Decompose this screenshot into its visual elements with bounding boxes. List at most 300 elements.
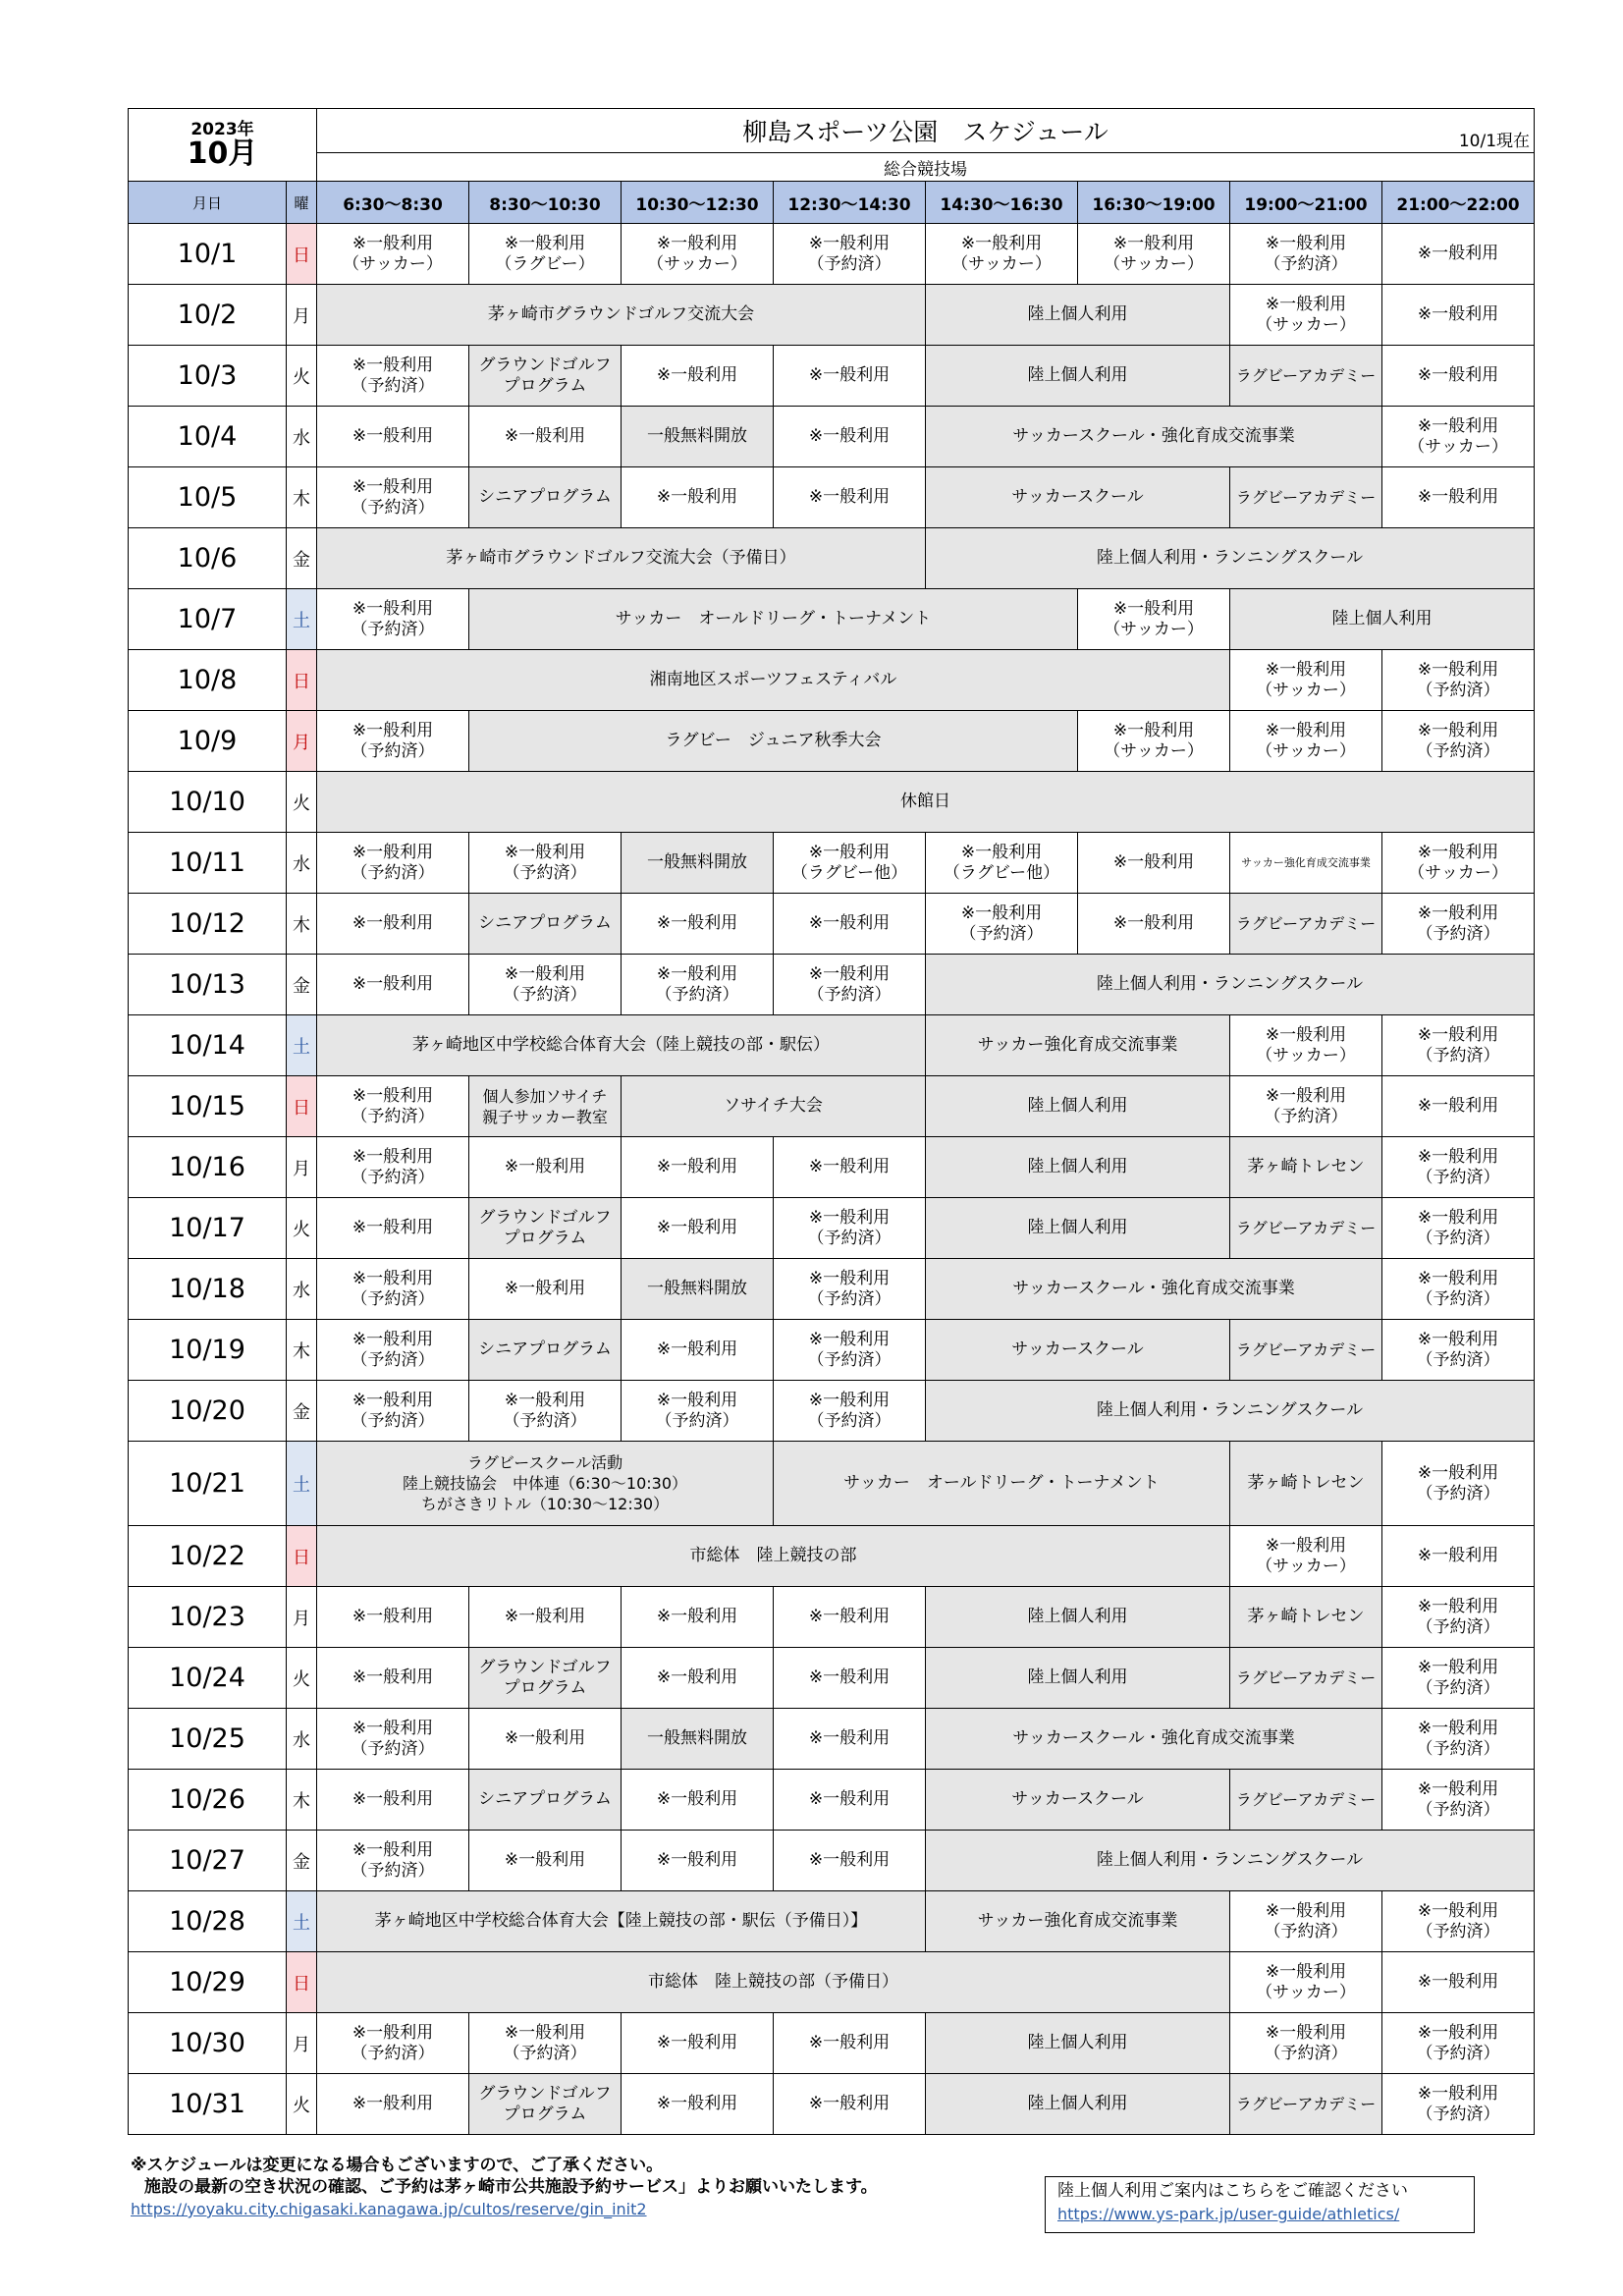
schedule-cell [469, 2013, 622, 2074]
schedule-cell-text: ※一般利用 [1112, 233, 1195, 253]
date-cell: 10/26 [129, 1770, 287, 1831]
weekday-cell: 月 [287, 1587, 317, 1648]
schedule-cell-text: ※一般利用 [352, 2022, 434, 2043]
schedule-cell-text: グラウンドゴルフ [478, 2083, 612, 2104]
schedule-cell [622, 1587, 774, 1648]
schedule-cell [469, 1648, 622, 1709]
schedule-cell-text: ※一般利用 [1417, 720, 1499, 740]
schedule-cell-text: ※一般利用 [1417, 415, 1499, 436]
schedule-cell [1230, 650, 1382, 711]
schedule-cell-text: ※一般利用 [656, 913, 738, 933]
weekday-cell: 土 [287, 1442, 317, 1526]
schedule-cell-text: ラグビーアカデミー [1235, 2095, 1377, 2113]
schedule-cell-text: 陸上個人利用 [1027, 1607, 1128, 1626]
schedule-cell-text: （サッカー） [1256, 740, 1356, 761]
column-header-slot: 12:30～14:30 [774, 182, 926, 224]
schedule-cell-text: （予約済） [351, 619, 435, 639]
weekday-cell: 月 [287, 1137, 317, 1198]
schedule-cell-text: ※一般利用 [352, 1085, 434, 1106]
weekday-cell: 月 [287, 285, 317, 346]
schedule-cell [622, 894, 774, 955]
schedule-cell [469, 1770, 622, 1831]
schedule-cell [774, 955, 926, 1015]
schedule-cell-text: ※一般利用 [352, 1789, 434, 1809]
schedule-cell [469, 2074, 622, 2135]
schedule-cell [317, 1770, 469, 1831]
date-cell: 10/5 [129, 467, 287, 528]
schedule-cell [774, 1381, 926, 1442]
schedule-table [128, 108, 1535, 2135]
schedule-cell-text: （予約済） [1416, 1616, 1500, 1637]
date-cell: 10/24 [129, 1648, 287, 1709]
schedule-cell-text: （予約済） [1264, 2043, 1348, 2063]
schedule-cell-text: 陸上個人利用・ランニングスクール [1096, 974, 1364, 994]
day-row [129, 2074, 1535, 2135]
schedule-cell-text: サッカースクール [1011, 1789, 1144, 1809]
column-header-slot: 21:00～22:00 [1382, 182, 1535, 224]
schedule-cell-text: （サッカー） [1104, 619, 1204, 639]
date-cell: 10/16 [129, 1137, 287, 1198]
schedule-cell-text: 陸上競技協会 中体連（6:30～10:30） [402, 1474, 688, 1493]
schedule-cell-text: 一般無料開放 [647, 852, 747, 872]
schedule-cell-text: （予約済） [351, 1349, 435, 1370]
schedule-cell-text: ※一般利用 [352, 1839, 434, 1860]
date-cell: 10/11 [129, 833, 287, 894]
schedule-cell-text: （予約済） [503, 2043, 587, 2063]
schedule-cell-text: （予約済） [1264, 253, 1348, 274]
schedule-cell [469, 894, 622, 955]
schedule-cell-text: ※一般利用 [1265, 1961, 1347, 1982]
schedule-cell [1382, 467, 1535, 528]
schedule-cell [317, 894, 469, 955]
schedule-cell [1230, 1015, 1382, 1076]
date-cell: 10/25 [129, 1709, 287, 1770]
day-row [129, 1320, 1535, 1381]
schedule-cell [926, 407, 1382, 467]
day-row [129, 589, 1535, 650]
schedule-cell-text: ※一般利用 [1417, 487, 1499, 507]
schedule-cell-text: （予約済） [1264, 1921, 1348, 1941]
schedule-cell-text: サッカースクール [1011, 487, 1144, 507]
schedule-cell [317, 2074, 469, 2135]
schedule-cell-text: 陸上個人利用 [1027, 2033, 1128, 2052]
schedule-cell [1382, 1320, 1535, 1381]
schedule-cell [774, 467, 926, 528]
page-title: 柳島スポーツ公園 スケジュール [742, 118, 1109, 146]
schedule-cell [1382, 711, 1535, 772]
schedule-cell-text: （サッカー） [1408, 862, 1508, 883]
schedule-cell [1382, 346, 1535, 407]
schedule-cell-text: グラウンドゴルフ [478, 1657, 612, 1677]
weekday-cell: 火 [287, 1648, 317, 1709]
schedule-cell-text: グラウンドゴルフ [478, 1207, 612, 1228]
schedule-cell-text: （予約済） [1416, 740, 1500, 761]
schedule-cell-text: ※一般利用 [656, 1339, 738, 1359]
schedule-cell [1078, 224, 1230, 285]
schedule-cell [469, 1587, 622, 1648]
schedule-cell-text: ※一般利用 [1417, 1207, 1499, 1228]
schedule-cell [469, 1076, 622, 1137]
schedule-cell-text: （予約済） [1416, 923, 1500, 944]
schedule-cell-text: （サッカー） [1256, 680, 1356, 700]
schedule-cell-text: ※一般利用 [808, 365, 891, 385]
schedule-cell [1382, 1259, 1535, 1320]
schedule-cell-text: （予約済） [807, 1228, 892, 1248]
schedule-cell-text: ※一般利用 [1265, 294, 1347, 314]
schedule-cell [622, 1381, 774, 1442]
schedule-cell-text: ※一般利用 [504, 233, 586, 253]
schedule-cell-text: ※一般利用 [808, 2033, 891, 2052]
athletics-info-link[interactable]: https://www.ys-park.jp/user-guide/athletics/ [1057, 2205, 1400, 2223]
schedule-cell [774, 346, 926, 407]
schedule-cell-text: （予約済） [351, 497, 435, 518]
schedule-cell [1382, 2013, 1535, 2074]
schedule-cell-text: ※一般利用 [1112, 598, 1195, 619]
schedule-cell [317, 407, 469, 467]
schedule-cell [1382, 224, 1535, 285]
schedule-cell-text: ※一般利用 [504, 1279, 586, 1298]
schedule-cell-text: ※一般利用 [1417, 1096, 1499, 1116]
schedule-cell [1230, 1587, 1382, 1648]
schedule-cell-text: ※一般利用 [960, 233, 1043, 253]
schedule-cell [1382, 894, 1535, 955]
schedule-cell [1230, 1442, 1382, 1526]
schedule-cell-text: 個人参加ソサイチ [482, 1086, 608, 1106]
schedule-cell [622, 1076, 926, 1137]
schedule-cell-text: ラグビーアカデミー [1235, 1219, 1377, 1237]
schedule-cell-text: ※一般利用 [808, 1607, 891, 1626]
schedule-cell-text: 陸上個人利用 [1027, 365, 1128, 385]
day-row [129, 346, 1535, 407]
reservation-link[interactable]: https://yoyaku.city.chigasaki.kanagawa.jp/cultos/reserve/gin_init2 [131, 2200, 647, 2218]
schedule-cell-text: 一般無料開放 [647, 1279, 747, 1298]
venue-label: 総合競技場 [317, 153, 1535, 182]
date-cell: 10/17 [129, 1198, 287, 1259]
schedule-cell-text: （予約済） [351, 1106, 435, 1126]
schedule-cell [469, 407, 622, 467]
schedule-cell-text: ※一般利用 [504, 842, 586, 862]
schedule-cell [926, 1831, 1535, 1891]
schedule-cell [1230, 346, 1382, 407]
weekday-cell: 日 [287, 224, 317, 285]
weekday-cell: 金 [287, 528, 317, 589]
schedule-cell-text: ※一般利用 [352, 1607, 434, 1626]
schedule-cell-text: ※一般利用 [1112, 913, 1195, 933]
weekday-cell: 火 [287, 2074, 317, 2135]
day-row [129, 224, 1535, 285]
schedule-cell-text: ※一般利用 [1417, 365, 1499, 385]
schedule-cell [317, 1381, 469, 1442]
schedule-cell [774, 1320, 926, 1381]
schedule-cell [469, 589, 1078, 650]
schedule-cell-text: 陸上個人利用・ランニングスクール [1096, 548, 1364, 568]
schedule-cell-text: （予約済） [351, 1167, 435, 1187]
schedule-cell [1382, 1587, 1535, 1648]
schedule-cell-text: シニアプログラム [478, 1789, 612, 1809]
schedule-cell-text: 茅ヶ崎市グラウンドゴルフ交流大会（予備日） [446, 548, 796, 568]
schedule-cell-text: （ラグビー他） [943, 862, 1060, 883]
schedule-cell-text: ※一般利用 [1417, 1462, 1499, 1483]
schedule-cell-text: 陸上個人利用 [1027, 1667, 1128, 1687]
title-cell [317, 109, 1535, 153]
schedule-cell [622, 224, 774, 285]
schedule-cell-text: ※一般利用 [504, 2022, 586, 2043]
schedule-cell-text: ※一般利用 [352, 913, 434, 933]
footer-note-1: ※スケジュールは変更になる場合もございますので、ご了承ください。 [131, 2156, 664, 2175]
date-cell: 10/29 [129, 1952, 287, 2013]
schedule-cell-text: ※一般利用 [960, 902, 1043, 923]
weekday-cell: 日 [287, 1076, 317, 1137]
schedule-cell-text: 茅ヶ崎トレセン [1247, 1607, 1365, 1626]
schedule-cell-text: ※一般利用 [352, 598, 434, 619]
schedule-cell [1230, 1952, 1382, 2013]
schedule-cell-text: （予約済） [1416, 1228, 1500, 1248]
schedule-cell [317, 650, 1230, 711]
schedule-cell [774, 1709, 926, 1770]
day-row [129, 1709, 1535, 1770]
schedule-cell-text: ※一般利用 [808, 913, 891, 933]
date-cell: 10/13 [129, 955, 287, 1015]
schedule-cell [317, 1526, 1230, 1587]
schedule-cell [926, 1137, 1230, 1198]
schedule-cell [926, 2074, 1230, 2135]
weekday-cell: 日 [287, 1952, 317, 2013]
schedule-cell [926, 1648, 1230, 1709]
schedule-cell [1230, 2074, 1382, 2135]
schedule-cell [926, 955, 1535, 1015]
schedule-cell-text: ※一般利用 [808, 1329, 891, 1349]
schedule-cell-text: （予約済） [1416, 2104, 1500, 2124]
schedule-cell-text: ※一般利用 [1112, 852, 1195, 872]
day-row [129, 1831, 1535, 1891]
schedule-cell-text: ※一般利用 [504, 1607, 586, 1626]
schedule-cell [774, 1442, 1230, 1526]
date-cell: 10/14 [129, 1015, 287, 1076]
schedule-cell-text: （サッカー） [343, 253, 443, 274]
schedule-cell-text: 茅ヶ崎トレセン [1247, 1157, 1365, 1176]
weekday-cell: 火 [287, 346, 317, 407]
weekday-cell: 木 [287, 1320, 317, 1381]
schedule-cell [1078, 589, 1230, 650]
schedule-cell-text: ※一般利用 [1265, 1085, 1347, 1106]
schedule-cell-text: ラグビーアカデミー [1235, 488, 1377, 507]
schedule-cell-text: 陸上個人利用 [1331, 609, 1433, 629]
schedule-cell-text: ※一般利用 [1417, 1146, 1499, 1167]
schedule-cell-text: （サッカー） [951, 253, 1052, 274]
schedule-cell [1230, 1770, 1382, 1831]
schedule-cell-text: ラグビー ジュニア秋季大会 [665, 731, 882, 750]
schedule-cell-text: ※一般利用 [1417, 1024, 1499, 1045]
day-row [129, 1198, 1535, 1259]
schedule-cell [1230, 1137, 1382, 1198]
schedule-cell-text: （予約済） [351, 740, 435, 761]
schedule-cell [1382, 285, 1535, 346]
schedule-cell-text: ※一般利用 [656, 1390, 738, 1410]
schedule-cell-text: ちがさきリトル（10:30～12:30） [420, 1495, 670, 1513]
schedule-cell-text: （予約済） [807, 984, 892, 1005]
schedule-cell [622, 1320, 774, 1381]
schedule-cell [469, 1709, 622, 1770]
athletics-info-text: 陸上個人利用ご案内はこちらをご確認ください [1057, 2181, 1408, 2201]
schedule-cell-text: ※一般利用 [656, 2033, 738, 2052]
schedule-cell-text: （予約済） [351, 375, 435, 396]
date-cell: 10/18 [129, 1259, 287, 1320]
schedule-cell-text: ※一般利用 [504, 1728, 586, 1748]
weekday-cell: 日 [287, 650, 317, 711]
schedule-cell-text: シニアプログラム [478, 913, 612, 933]
schedule-cell-text: ※一般利用 [960, 842, 1043, 862]
schedule-cell [926, 528, 1535, 589]
schedule-cell [1382, 1770, 1535, 1831]
schedule-cell [926, 2013, 1230, 2074]
schedule-cell-text: ソサイチ大会 [724, 1096, 823, 1116]
schedule-cell-text: 陸上個人利用 [1027, 1218, 1128, 1237]
schedule-cell-text: ※一般利用 [1265, 1900, 1347, 1921]
day-row [129, 1076, 1535, 1137]
date-cell: 10/7 [129, 589, 287, 650]
schedule-cell [926, 1198, 1230, 1259]
schedule-cell [1230, 1526, 1382, 1587]
schedule-cell-text: ※一般利用 [352, 1218, 434, 1237]
schedule-cell [317, 833, 469, 894]
day-row [129, 1442, 1535, 1526]
athletics-info-box [1045, 2176, 1475, 2233]
schedule-cell-text: （予約済） [351, 1288, 435, 1309]
schedule-cell-text: （予約済） [351, 1410, 435, 1431]
schedule-cell [1230, 285, 1382, 346]
schedule-cell-text: （予約済） [351, 1738, 435, 1759]
schedule-cell-text: （サッカー） [1256, 1982, 1356, 2002]
schedule-cell-text: ※一般利用 [504, 1850, 586, 1870]
day-row [129, 467, 1535, 528]
schedule-cell [622, 833, 774, 894]
schedule-cell-text: （予約済） [1416, 1677, 1500, 1698]
schedule-cell-text: ※一般利用 [352, 1667, 434, 1687]
schedule-cell-text: ※一般利用 [808, 233, 891, 253]
schedule-cell-text: （ラグビー） [495, 253, 595, 274]
schedule-cell [1382, 407, 1535, 467]
day-row [129, 1587, 1535, 1648]
schedule-cell-text: ※一般利用 [352, 842, 434, 862]
schedule-cell-text: 茅ヶ崎地区中学校総合体育大会（陸上競技の部・駅伝） [412, 1035, 830, 1055]
date-cell: 10/2 [129, 285, 287, 346]
date-cell: 10/22 [129, 1526, 287, 1587]
schedule-cell-text: （予約済） [503, 862, 587, 883]
schedule-cell-text: ※一般利用 [656, 1607, 738, 1626]
schedule-cell [774, 1770, 926, 1831]
schedule-cell [774, 1137, 926, 1198]
schedule-cell [1382, 1648, 1535, 1709]
schedule-sheet [128, 108, 1531, 2135]
schedule-cell [774, 1648, 926, 1709]
column-header-date: 月日 [129, 182, 287, 224]
weekday-cell: 水 [287, 1709, 317, 1770]
schedule-cell [926, 1381, 1535, 1442]
schedule-cell [317, 1831, 469, 1891]
schedule-cell-text: ※一般利用 [1417, 1972, 1499, 1992]
schedule-cell-text: ラグビースクール活動 [466, 1453, 623, 1472]
schedule-cell [926, 285, 1230, 346]
schedule-cell-text: （予約済） [503, 984, 587, 1005]
schedule-cell-text: （予約済） [503, 1410, 587, 1431]
schedule-cell [317, 346, 469, 407]
schedule-cell [1382, 833, 1535, 894]
schedule-cell-text: ※一般利用 [352, 476, 434, 497]
schedule-cell [926, 1320, 1230, 1381]
schedule-cell [317, 1198, 469, 1259]
schedule-cell-text: 茅ヶ崎地区中学校総合体育大会【陸上競技の部・駅伝（予備日）】 [374, 1911, 868, 1931]
weekday-cell: 火 [287, 772, 317, 833]
schedule-cell-text: サッカースクール・強化育成交流事業 [1012, 426, 1295, 446]
schedule-cell [926, 1587, 1230, 1648]
schedule-cell [622, 1709, 774, 1770]
schedule-cell-text: ※一般利用 [1417, 2022, 1499, 2043]
schedule-cell [317, 285, 926, 346]
schedule-cell-text: ※一般利用 [1265, 2022, 1347, 2043]
schedule-cell [774, 2074, 926, 2135]
schedule-cell [1382, 1015, 1535, 1076]
weekday-cell: 土 [287, 1015, 317, 1076]
schedule-cell [926, 894, 1078, 955]
date-cell: 10/4 [129, 407, 287, 467]
schedule-cell [774, 833, 926, 894]
schedule-cell-text: ラグビーアカデミー [1235, 366, 1377, 385]
schedule-cell [622, 407, 774, 467]
schedule-cell-text: ※一般利用 [504, 426, 586, 446]
schedule-cell-text: 陸上個人利用 [1027, 2094, 1128, 2113]
schedule-cell [1078, 894, 1230, 955]
schedule-cell-text: ※一般利用 [1417, 1900, 1499, 1921]
weekday-cell: 水 [287, 833, 317, 894]
column-header-slot: 6:30～8:30 [317, 182, 469, 224]
day-row [129, 894, 1535, 955]
schedule-cell-text: ※一般利用 [1417, 1657, 1499, 1677]
schedule-cell [317, 1137, 469, 1198]
schedule-cell-text: 陸上個人利用 [1027, 304, 1128, 324]
schedule-cell [774, 1831, 926, 1891]
schedule-cell-text: （予約済） [807, 1288, 892, 1309]
schedule-cell [317, 528, 926, 589]
schedule-cell [317, 589, 469, 650]
schedule-cell [1230, 224, 1382, 285]
schedule-cell [469, 1137, 622, 1198]
schedule-cell [1230, 1198, 1382, 1259]
schedule-cell-text: 一般無料開放 [647, 426, 747, 446]
day-row [129, 711, 1535, 772]
schedule-cell [1230, 711, 1382, 772]
column-header-dow: 曜 [287, 182, 317, 224]
day-row [129, 650, 1535, 711]
schedule-cell [774, 894, 926, 955]
schedule-cell-text: ※一般利用 [808, 963, 891, 984]
schedule-cell [926, 346, 1230, 407]
schedule-cell [317, 1709, 469, 1770]
schedule-cell-text: ラグビーアカデミー [1235, 914, 1377, 933]
date-cell: 10/21 [129, 1442, 287, 1526]
schedule-cell-text: ※一般利用 [808, 1789, 891, 1809]
schedule-cell [469, 1259, 622, 1320]
weekday-cell: 土 [287, 1891, 317, 1952]
schedule-cell-text: ※一般利用 [1417, 659, 1499, 680]
schedule-cell-text: ※一般利用 [1417, 1329, 1499, 1349]
schedule-cell [1382, 1709, 1535, 1770]
schedule-cell-text: ※一般利用 [352, 233, 434, 253]
weekday-cell: 金 [287, 1381, 317, 1442]
schedule-cell-text: （予約済） [1264, 1106, 1348, 1126]
schedule-cell [469, 224, 622, 285]
weekday-cell: 月 [287, 711, 317, 772]
schedule-cell-text: （サッカー） [1256, 314, 1356, 335]
